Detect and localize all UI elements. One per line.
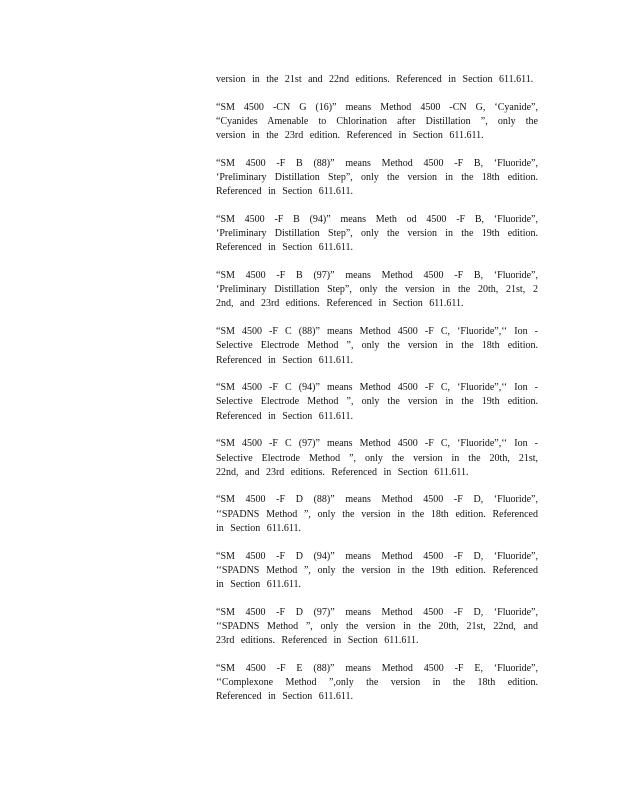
definition-paragraph: “SM 4500 -F D (88)” means Method 4500 -F D, ‘Fluoride”, ‘‘SPADNS Method ”, only the version in the 18th edition. Referenced in Section 611.611. bbox=[216, 494, 538, 534]
definition-paragraph: “SM 4500 -F D (94)” means Method 4500 -F D, ‘Fluoride”, ‘‘SPADNS Method ”, only the version in the 19th edition. Referenced in Section 611.611. bbox=[216, 550, 538, 590]
definition-paragraph: “SM 4500 -F B (97)” means Method 4500 -F B, ‘Fluoride”, ‘Preliminary Distillation Step”, only the version in the 20th, 21st, 2 2nd, and 23rd editions. Referenced in Section 611.611. bbox=[216, 270, 538, 310]
definition-paragraph: version in the 21st and 22nd editions. Referenced in Section 611.611. bbox=[216, 74, 534, 85]
definition-paragraph: “SM 4500 -CN G (16)” means Method 4500 -CN G, ‘Cyanide”, “Cyanides Amenable to Chlorination after Distillation ”, only the version in the 23rd edition. Referenced in Section 611.611. bbox=[216, 101, 538, 142]
definition-paragraph: “SM 4500 -F B (88)” means Method 4500 -F B, ‘Fluoride”, ‘Preliminary Distillation Step”, only the version in the 18th edition. Referenced in Section 611.611. bbox=[216, 157, 538, 198]
document-body bbox=[216, 73, 538, 704]
definition-paragraph: “SM 4500 -F C (88)” means Method 4500 -F C, ‘Fluoride”,‘‘ Ion - Selective Electrode Method ”, only the version in the 18th edition. Referenced in Section 611.611. bbox=[216, 326, 538, 366]
definition-paragraph: “SM 4500 -F C (97)” means Method 4500 -F C, ‘Fluoride”,‘‘ Ion - Selective Electrode Method ”, only the version in the 20th, 21st, 22nd, and 23rd editions. Referenced in Section 611.611. bbox=[216, 438, 538, 478]
definition-paragraph: “SM 4500 -F B (94)” means Meth od 4500 -F B, ‘Fluoride”, ‘Preliminary Distillation Step”, only the version in the 19th edition. Referenced in Section 611.611. bbox=[216, 213, 538, 254]
definition-paragraph: “SM 4500 -F D (97)” means Method 4500 -F D, ‘Fluoride”, ‘‘SPADNS Method ”, only the version in the 20th, 21st, 22nd, and 23rd editions. Referenced in Section 611.611. bbox=[216, 606, 538, 647]
definition-paragraph: “SM 4500 -F E (88)” means Method 4500 -F E, ‘Fluoride”, ‘‘Complexone Method ”,only the version in the 18th edition. Referenced in Section 611.611. bbox=[216, 662, 538, 703]
definition-paragraph: “SM 4500 -F C (94)” means Method 4500 -F C, ‘Fluoride”,‘‘ Ion - Selective Electrode Method ”, only the version in the 19th edition. Referenced in Section 611.611. bbox=[216, 382, 538, 422]
